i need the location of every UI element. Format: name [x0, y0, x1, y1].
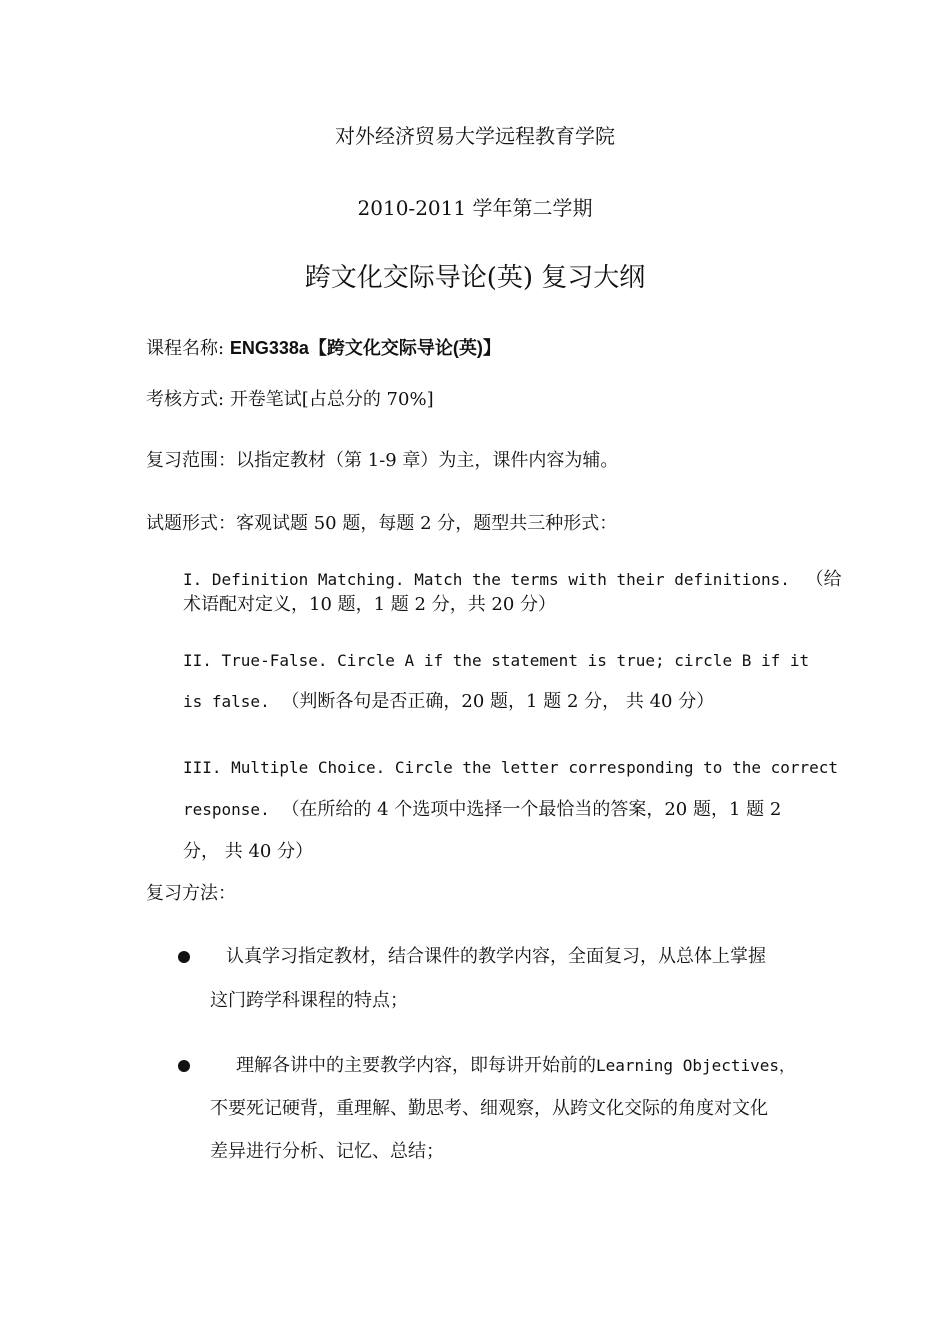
- format-item-1-note-open: （给: [805, 569, 842, 590]
- format-item-3-line-1: III. Multiple Choice. Circle the letter corresponding to the correct: [183, 758, 839, 777]
- assessment-label: 考核方式:: [146, 389, 225, 410]
- format-item-2-note: （判断各句是否正确，20 题，1 题 2 分， 共 40 分）: [281, 691, 715, 712]
- format-item-2-line-2: [183, 690, 714, 714]
- format-item-3-line-2: [183, 798, 781, 822]
- course-name-line: [146, 336, 501, 361]
- course-code: ENG338a: [229, 338, 309, 358]
- course-title-close: 】: [482, 338, 501, 359]
- assessment-line: [146, 388, 434, 412]
- method-bullet-1-line-2: 这门跨学科课程的特点；: [210, 990, 408, 1011]
- bullet-dot-1: [178, 951, 190, 963]
- method-bullet-2-english: Learning Objectives，: [596, 1056, 796, 1075]
- semester-heading: 2010-2011 学年第二学期: [357, 196, 593, 220]
- format-item-3-english: response.: [183, 800, 270, 819]
- method-bullet-2-line-3: 差异进行分析、记忆、总结；: [210, 1141, 444, 1162]
- format-item-1-english: I. Definition Matching. Match the terms with their definitions.: [183, 570, 790, 589]
- format-item-1-line-2: 术语配对定义，10 题，1 题 2 分，共 20 分）: [183, 594, 557, 615]
- bullet-dot-2: [178, 1060, 190, 1072]
- course-name-label: 课程名称:: [146, 338, 225, 359]
- method-bullet-2-chinese: 理解各讲中的主要教学内容，即每讲开始前的: [236, 1055, 596, 1076]
- format-item-2-english: is false.: [183, 692, 270, 711]
- review-method-label: 复习方法：: [146, 883, 236, 904]
- assessment-value: 开卷笔试[占总分的 70%]: [229, 389, 434, 410]
- review-scope-line: 复习范围：以指定教材（第 1-9 章）为主，课件内容为辅。: [146, 450, 619, 471]
- course-title-mid: (英): [452, 338, 483, 358]
- institution-heading: 对外经济贸易大学远程教育学院: [335, 124, 615, 148]
- format-item-3-note: （在所给的 4 个选项中选择一个最恰当的答案，20 题，1 题 2: [281, 799, 782, 820]
- method-bullet-2-line-2: 不要死记硬背，重理解、勤思考、细观察，从跨文化交际的角度对文化: [210, 1098, 768, 1119]
- format-item-3-line-3: 分， 共 40 分）: [183, 841, 314, 862]
- course-title-open: 【跨文化交际导论: [308, 338, 453, 359]
- format-item-2-line-1: II. True-False. Circle A if the statement is true; circle B if it: [183, 651, 810, 670]
- question-format-line: 试题形式：客观试题 50 题，每题 2 分，题型共三种形式：: [146, 513, 618, 534]
- method-bullet-1-line-1: 认真学习指定教材，结合课件的教学内容，全面复习，从总体上掌握: [226, 946, 766, 967]
- method-bullet-2-line-1: [236, 1054, 795, 1078]
- format-item-1-line-1: [183, 568, 842, 592]
- document-title: 跨文化交际导论(英) 复习大纲: [304, 263, 646, 293]
